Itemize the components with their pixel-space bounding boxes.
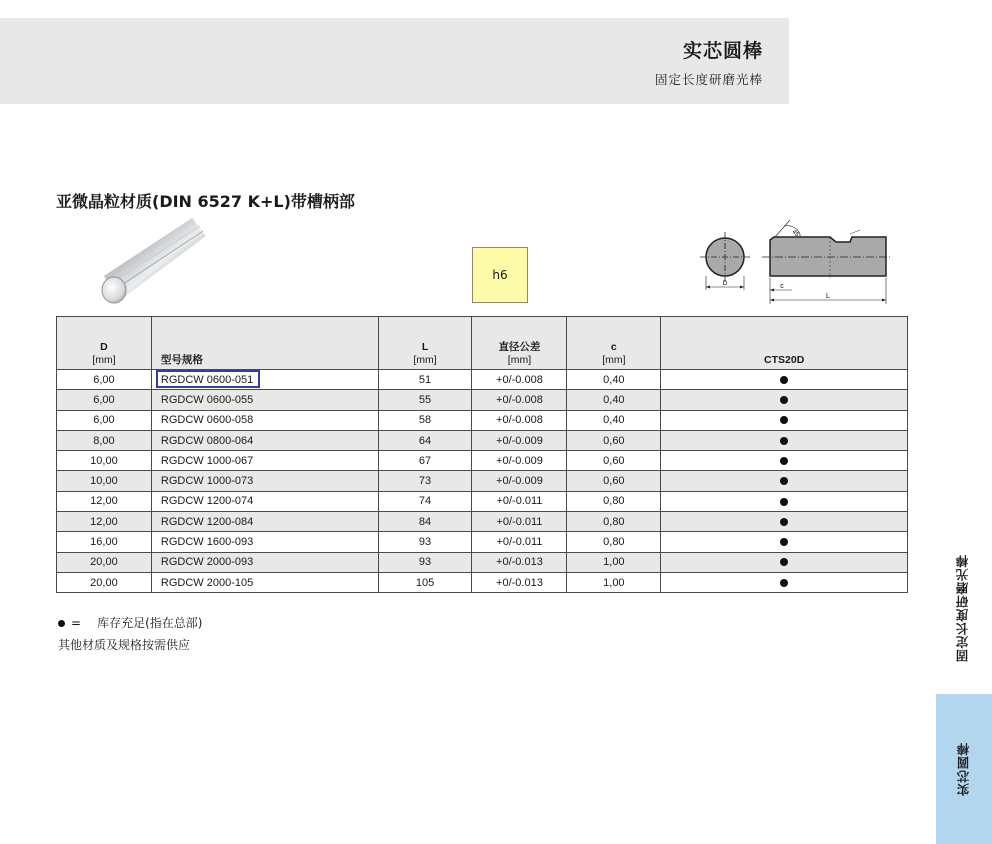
cell-model <box>151 532 378 552</box>
table-row[interactable] <box>57 370 908 390</box>
cell-model-text: RGDCW 0600-055 <box>160 393 254 406</box>
cell-model <box>151 491 378 511</box>
cell-d <box>57 410 152 430</box>
cell-c-text: 0,80 <box>603 536 625 549</box>
table-row[interactable] <box>57 471 908 491</box>
cell-stock <box>661 491 908 511</box>
table-row[interactable] <box>57 451 908 471</box>
stock-dot-icon <box>780 416 788 424</box>
cell-tolerance-text: +0/-0.008 <box>496 393 543 406</box>
cell-c <box>567 491 661 511</box>
cell-d-text: 10,00 <box>90 475 118 488</box>
cell-c <box>567 512 661 532</box>
cell-d <box>57 532 152 552</box>
cell-l-text: 93 <box>418 556 432 569</box>
dim-l-label: L <box>826 293 830 300</box>
cell-tolerance-text: +0/-0.008 <box>496 414 543 427</box>
header-model: 型号规格 <box>151 317 378 370</box>
header-l: L [mm] <box>378 317 472 370</box>
table-row[interactable] <box>57 552 908 572</box>
selected-row-highlight <box>156 370 260 388</box>
dim-c-label: c <box>780 283 784 290</box>
cell-c-text: 0,60 <box>603 475 625 488</box>
cell-stock <box>661 430 908 450</box>
cell-l-text: 51 <box>418 373 432 386</box>
cell-c-text: 0,60 <box>603 454 625 467</box>
side-tab-bottom-label: 实芯圆棒 <box>956 742 971 796</box>
stock-dot-icon <box>780 518 788 526</box>
cell-l <box>378 552 472 572</box>
legend-equals: = <box>71 616 82 630</box>
cell-tolerance <box>472 451 567 471</box>
stock-dot-icon <box>780 457 788 465</box>
cell-d <box>57 390 152 410</box>
cell-d <box>57 471 152 491</box>
cell-model <box>151 390 378 410</box>
cell-d-text: 20,00 <box>90 576 118 589</box>
cell-l-text: 105 <box>415 576 435 589</box>
cell-stock <box>661 390 908 410</box>
table-row[interactable] <box>57 390 908 410</box>
side-tab-fixed-length[interactable] <box>937 540 989 675</box>
cell-d-text: 10,00 <box>90 454 118 467</box>
spec-table <box>56 316 908 593</box>
table-row[interactable] <box>57 410 908 430</box>
page-title: 实芯圆棒 <box>682 40 763 62</box>
cell-tolerance <box>472 471 567 491</box>
dim-d-label: D <box>722 281 728 287</box>
stock-dot-icon <box>780 498 788 506</box>
cell-c <box>567 370 661 390</box>
cell-l-text: 64 <box>418 434 432 447</box>
cell-d-text: 6,00 <box>93 373 115 386</box>
stock-dot-icon <box>780 579 788 587</box>
cell-tolerance <box>472 410 567 430</box>
cell-l <box>378 512 472 532</box>
cell-c-text: 0,80 <box>603 515 625 528</box>
cell-l <box>378 410 472 430</box>
cell-stock <box>661 552 908 572</box>
cell-model-text: RGDCW 1200-074 <box>160 495 254 508</box>
cell-tolerance <box>472 512 567 532</box>
stock-dot-icon <box>780 376 788 384</box>
cell-c <box>567 410 661 430</box>
cell-tolerance-text: +0/-0.009 <box>496 434 543 447</box>
cell-stock <box>661 410 908 430</box>
cell-stock <box>661 532 908 552</box>
page-subtitle: 固定长度研磨光棒 <box>654 72 763 87</box>
cell-l <box>378 572 472 592</box>
header-d: D [mm] <box>57 317 152 370</box>
cell-l-text: 58 <box>418 414 432 427</box>
cell-model <box>151 370 378 390</box>
cell-tolerance-text: +0/-0.011 <box>496 515 543 528</box>
cell-tolerance <box>472 532 567 552</box>
cell-l <box>378 430 472 450</box>
cell-c-text: 0,40 <box>603 393 625 406</box>
cell-stock <box>661 370 908 390</box>
cell-c-text: 0,40 <box>603 373 625 386</box>
cell-d-text: 6,00 <box>93 414 115 427</box>
header-band <box>0 18 789 104</box>
cell-stock <box>661 451 908 471</box>
header-grade: CTS20D <box>661 317 908 370</box>
cell-l <box>378 370 472 390</box>
cell-model <box>151 451 378 471</box>
cell-l-text: 67 <box>418 454 432 467</box>
cell-d <box>57 451 152 471</box>
cell-d-text: 16,00 <box>90 536 118 549</box>
angle-label: 45° <box>790 229 802 240</box>
table-row[interactable] <box>57 532 908 552</box>
cell-model-text: RGDCW 0600-051 <box>160 373 254 386</box>
cell-tolerance <box>472 430 567 450</box>
side-tab-solid-rod[interactable] <box>936 694 992 844</box>
table-row[interactable] <box>57 512 908 532</box>
cell-d-text: 6,00 <box>93 393 115 406</box>
stock-dot-icon <box>780 396 788 404</box>
header-c: c [mm] <box>567 317 661 370</box>
cell-model <box>151 430 378 450</box>
cell-tolerance <box>472 370 567 390</box>
tolerance-class-box <box>472 247 528 303</box>
cell-d-text: 12,00 <box>90 515 118 528</box>
table-row[interactable] <box>57 572 908 592</box>
cell-l <box>378 491 472 511</box>
cell-c <box>567 532 661 552</box>
cell-tolerance-text: +0/-0.011 <box>496 495 543 508</box>
cell-model <box>151 471 378 491</box>
cell-d <box>57 512 152 532</box>
cell-tolerance <box>472 491 567 511</box>
legend <box>58 614 202 631</box>
cell-l <box>378 451 472 471</box>
cell-model <box>151 552 378 572</box>
cell-model <box>151 512 378 532</box>
cell-tolerance-text: +0/-0.008 <box>496 373 543 386</box>
cell-model-text: RGDCW 0800-064 <box>160 434 254 447</box>
table-row[interactable] <box>57 430 908 450</box>
cell-l <box>378 471 472 491</box>
table-body <box>57 370 908 593</box>
cell-model-text: RGDCW 1200-084 <box>160 515 254 528</box>
cell-c <box>567 451 661 471</box>
cell-l-text: 84 <box>418 515 432 528</box>
cell-model-text: RGDCW 0600-058 <box>160 414 254 427</box>
cell-tolerance-text: +0/-0.011 <box>496 536 543 549</box>
cell-c-text: 0,80 <box>603 495 625 508</box>
cell-l-text: 74 <box>418 495 432 508</box>
cell-c <box>567 390 661 410</box>
cell-d-text: 12,00 <box>90 495 118 508</box>
cell-c <box>567 471 661 491</box>
stock-dot-icon <box>58 620 65 627</box>
stock-dot-icon <box>780 538 788 546</box>
cell-l-text: 55 <box>418 393 432 406</box>
cell-c-text: 0,40 <box>603 414 625 427</box>
cell-d <box>57 370 152 390</box>
cell-l-text: 73 <box>418 475 432 488</box>
tolerance-class-label: h6 <box>492 268 508 282</box>
cell-tolerance <box>472 572 567 592</box>
cell-c <box>567 572 661 592</box>
side-tab-top-label: 固定长度研磨光棒 <box>955 553 970 662</box>
cell-l <box>378 532 472 552</box>
cell-model <box>151 572 378 592</box>
cell-l <box>378 390 472 410</box>
stock-dot-icon <box>780 437 788 445</box>
cell-tolerance <box>472 390 567 410</box>
availability-note: 其他材质及规格按需供应 <box>58 638 191 652</box>
cell-model <box>151 410 378 430</box>
cell-tolerance-text: +0/-0.009 <box>496 475 543 488</box>
table-header-row <box>57 317 908 370</box>
cell-d <box>57 552 152 572</box>
cell-d <box>57 572 152 592</box>
cell-stock <box>661 512 908 532</box>
cell-model-text: RGDCW 1600-093 <box>160 536 254 549</box>
cell-c-text: 0,60 <box>603 434 625 447</box>
cell-d-text: 20,00 <box>90 556 118 569</box>
stock-dot-icon <box>780 477 788 485</box>
cell-l-text: 93 <box>418 536 432 549</box>
cell-d <box>57 430 152 450</box>
table-row[interactable] <box>57 491 908 511</box>
cell-model-text: RGDCW 2000-105 <box>160 576 254 589</box>
cell-c-text: 1,00 <box>603 576 625 589</box>
cell-c-text: 1,00 <box>603 556 625 569</box>
cell-model-text: RGDCW 2000-093 <box>160 556 254 569</box>
cell-model-text: RGDCW 1000-067 <box>160 454 254 467</box>
cell-model-text: RGDCW 1000-073 <box>160 475 254 488</box>
cell-tolerance-text: +0/-0.013 <box>496 556 543 569</box>
stock-dot-icon <box>780 558 788 566</box>
cell-d <box>57 491 152 511</box>
cell-c <box>567 552 661 572</box>
technical-drawing <box>700 212 900 312</box>
cell-c <box>567 430 661 450</box>
cell-d-text: 8,00 <box>93 434 115 447</box>
cell-tolerance-text: +0/-0.013 <box>496 576 543 589</box>
cell-tolerance <box>472 552 567 572</box>
cell-stock <box>661 471 908 491</box>
rod-product-image <box>100 214 210 310</box>
header-tolerance: 直径公差 [mm] <box>472 317 567 370</box>
cell-tolerance-text: +0/-0.009 <box>496 454 543 467</box>
cell-stock <box>661 572 908 592</box>
section-title: 亚微晶粒材质(DIN 6527 K+L)带槽柄部 <box>56 192 355 211</box>
legend-text: 库存充足(指在总部) <box>97 616 203 630</box>
